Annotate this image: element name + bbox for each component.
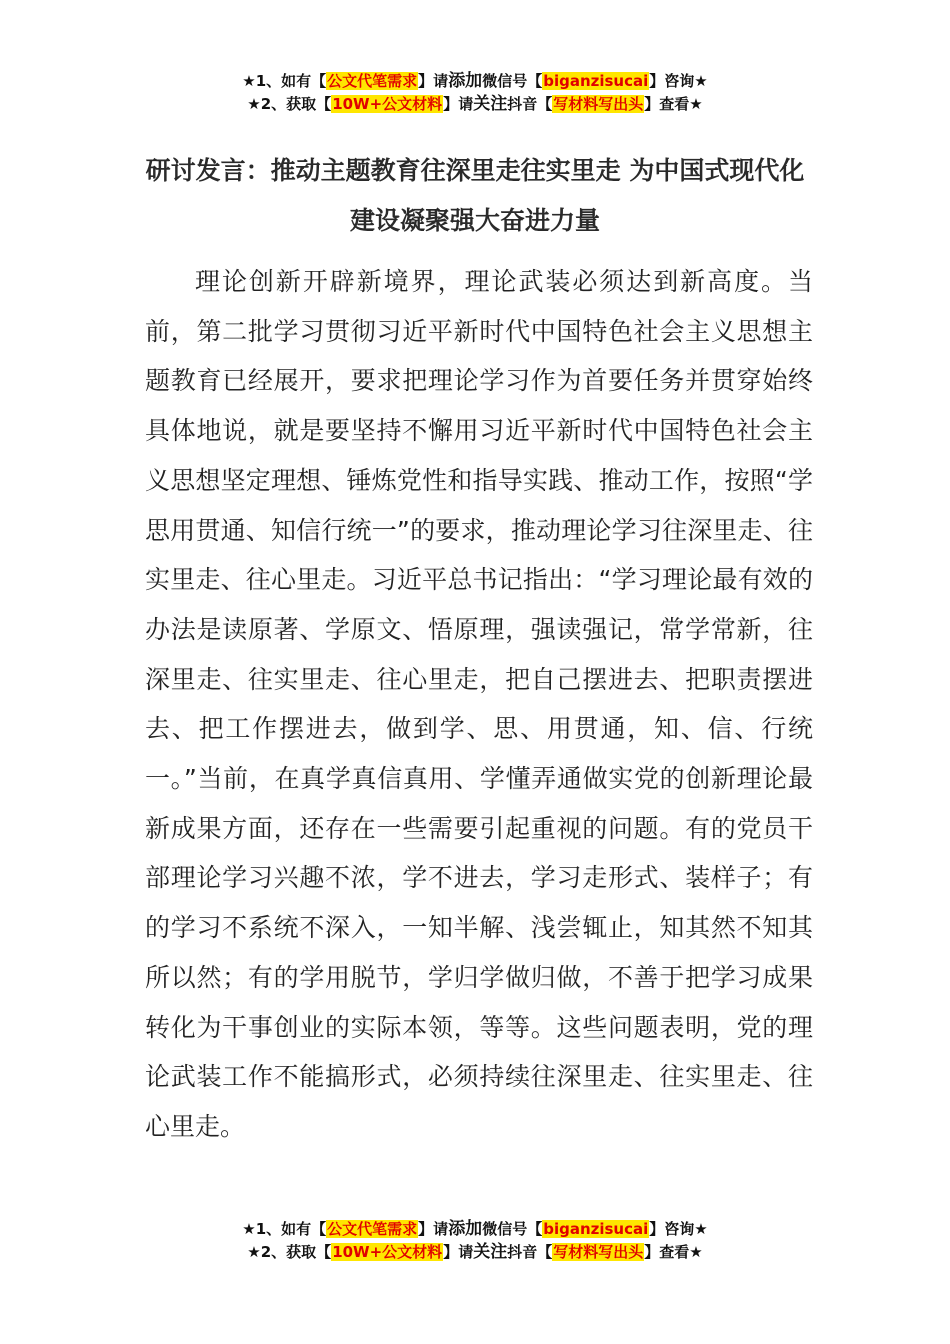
promo-line1-mid1: 】请 xyxy=(418,72,449,90)
promo-line2-highlight-douyin: 写材料写出头 xyxy=(553,1243,644,1261)
promo-line2-mid1: 】请 xyxy=(443,95,474,113)
promo-line1-highlight-service: 公文代笔需求 xyxy=(327,1220,418,1238)
promo-line2-mid2: 抖音【 xyxy=(507,1243,553,1261)
promo-line-2 xyxy=(0,93,950,116)
footer-promo xyxy=(0,1218,950,1264)
promo-line-1 xyxy=(0,70,950,93)
promo-line1-suffix: 】咨询★ xyxy=(649,72,708,90)
promo-line1-mid2: 微信号【 xyxy=(482,72,543,90)
promo-line1-mid1: 】请 xyxy=(418,1220,449,1238)
promo-line1-highlight-wechat: biganzisucai xyxy=(543,72,649,90)
promo-line2-highlight-douyin: 写材料写出头 xyxy=(553,95,644,113)
promo-line1-suffix: 】咨询★ xyxy=(649,1220,708,1238)
promo-line2-emphasis: 关注 xyxy=(473,1242,508,1262)
promo-line2-emphasis: 关注 xyxy=(473,94,508,114)
promo-line2-mid1: 】请 xyxy=(443,1243,474,1261)
promo-line2-suffix: 】查看★ xyxy=(644,95,703,113)
promo-line-2 xyxy=(0,1241,950,1264)
promo-line1-highlight-wechat: biganzisucai xyxy=(543,1220,649,1238)
promo-line-1 xyxy=(0,1218,950,1241)
promo-line1-emphasis: 添加 xyxy=(448,1219,483,1239)
body-paragraph: 理论创新开辟新境界，理论武装必须达到新高度。当前，第二批学习贯彻习近平新时代中国特色社会主义思想主题教育已经展开，要求把理论学习作为首要任务并贯穿始终具体地说，就是要坚持不懈用习近平新时代中国特色社会主义思想坚定理想、锤炼党性和指导实践、推动工作，按照“学思用贯通、知信行统一”的要求，推动理论学习往深里走、往实里走、往心里走。习近平总书记指出：“学习理论最有效的办法是读原著、学原文、悟原理，强读强记，常学常新，往深里走、往实里走、往心里走，把自己摆进去、把职责摆进去、把工作摆进去，做到学、思、用贯通，知、信、行统一。”当前，在真学真信真用、学懂弄通做实党的创新理论最新成果方面，还存在一些需要引起重视的问题。有的党员干部理论学习兴趣不浓，学不进去，学习走形式、装样子；有的学习不系统不深入，一知半解、浅尝辄止，知其然不知其所以然；有的学用脱节，学归学做归做，不善于把学习成果转化为干事创业的实际本领，等等。这些问题表明，党的理论武装工作不能搞形式，必须持续往深里走、往实里走、往心里走。 xyxy=(145,267,813,1141)
promo-line1-highlight-service: 公文代笔需求 xyxy=(327,72,418,90)
promo-line2-suffix: 】查看★ xyxy=(644,1243,703,1261)
promo-line2-prefix: ★2、获取【 xyxy=(247,1243,332,1261)
promo-line1-prefix: ★1、如有【 xyxy=(242,72,327,90)
document-title: 研讨发言：推动主题教育往深里走往实里走 为中国式现代化建设凝聚强大奋进力量 xyxy=(145,156,805,235)
promo-line1-prefix: ★1、如有【 xyxy=(242,1220,327,1238)
promo-line1-mid2: 微信号【 xyxy=(482,1220,543,1238)
promo-line2-mid2: 抖音【 xyxy=(507,95,553,113)
promo-line2-highlight-materials: 10W+公文材料 xyxy=(332,95,443,113)
promo-line2-highlight-materials: 10W+公文材料 xyxy=(332,1243,443,1261)
promo-line1-emphasis: 添加 xyxy=(448,71,483,91)
header-promo xyxy=(0,70,950,116)
promo-line2-prefix: ★2、获取【 xyxy=(247,95,332,113)
